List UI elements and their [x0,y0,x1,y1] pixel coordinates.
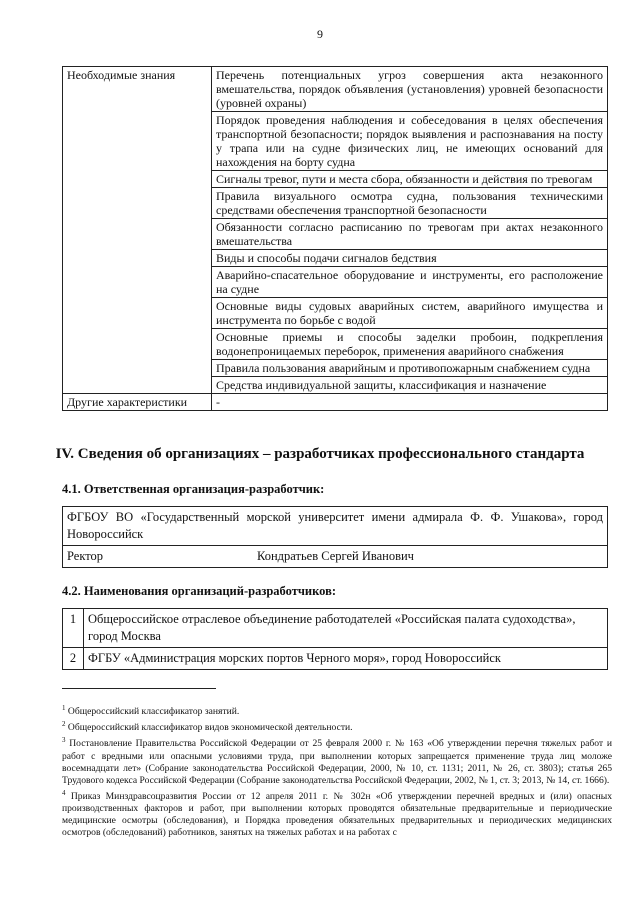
developer-name: Общероссийское отраслевое объединение работодателей «Российская палата судоходства», город Москва [84,609,608,648]
responsible-org-name: ФГБОУ ВО «Государственный морской университет имени адмирала Ф. Ф. Ушакова», город Новороссийск [67,510,603,541]
footnote-text: Общероссийский классификатор занятий. [65,706,240,718]
footnote-text: Общероссийский классификатор видов экономической деятельности. [65,722,353,734]
footnote-text: Постановление Правительства Российской Федерации от 25 февраля 2000 г. № 163 «Об утверждении перечня тяжелых работ и работ с вредными или опасными условиями труда, при выполнении которых запрещается применение труда лиц моложе восемнадцати лет» (Собрание законодательства Российской Федерации, 2000, № 10, ст. 1131; 2011, № 26, ст. 3803); статья 265 Трудового кодекса Российской Федерации (Собрание законодательства Российской Федерации, 2002, № 1, ст. 3; 2013, № 14, ст. 1666). [62,738,612,786]
knowledge-item: Сигналы тревог, пути и места сбора, обязанности и действия по тревогам [212,171,608,188]
knowledge-item: Основные приемы и способы заделки пробоин, подкрепления водонепроницаемых переборок, применения аварийного снабжения [212,329,608,360]
signer [67,548,603,565]
knowledge-item: Перечень потенциальных угроз совершения акта незаконного вмешательства, порядок объявления (установления) уровней безопасности (уровней охраны) [212,67,608,112]
knowledge-item: Основные виды судовых аварийных систем, аварийного имущества и инструмента по борьбе с водой [212,298,608,329]
footnote-mark: 4 [62,788,66,797]
knowledge-item: Виды и способы подачи сигналов бедствия [212,250,608,267]
knowledge-item: Порядок проведения наблюдения и собеседования в целях обеспечения транспортной безопасности; порядок выявления и распознавания на посту у трапа или на судне физических лиц, не имеющих оснований для нахождения на борту судна [212,112,608,171]
responsible-heading: 4.1. Ответственная организация-разработчик: [62,482,325,496]
footnote [62,718,612,734]
other-characteristics-value: - [212,394,608,411]
footnote-divider [62,688,216,689]
knowledge-item: Обязанности согласно расписанию по тревогам при актах незаконного вмешательства [212,219,608,250]
footnotes [62,702,612,839]
footnote-mark: 2 [62,720,66,729]
table-row [63,648,608,670]
table-row [63,546,608,568]
section-title: IV. Сведения об организациях – разработчиках профессионального стандарта [55,446,585,462]
knowledge-item: Правила визуального осмотра судна, пользования техническими средствами обеспечения транспортной безопасности [212,188,608,219]
developers-table [62,608,608,670]
footnote-mark: 1 [62,704,66,712]
table-row [63,507,608,546]
footnote [62,787,612,839]
knowledge-item: Аварийно-спасательное оборудование и инструменты, его расположение на судне [212,267,608,298]
signer-position: Ректор [67,549,104,563]
table-row [63,67,608,112]
footnote-mark: 3 [62,736,66,745]
developer-number: 1 [63,609,84,648]
signer-cell [63,546,608,568]
responsible-org-table [62,506,608,568]
table-row [63,609,608,648]
footnote [62,734,612,786]
knowledge-table [62,66,608,411]
knowledge-label: Необходимые знания [63,67,212,394]
developer-number: 2 [63,648,84,670]
page-number: 9 [317,27,323,41]
knowledge-item: Правила пользования аварийным и противопожарным снабжением судна [212,360,608,377]
other-characteristics-label: Другие характеристики [63,394,212,411]
knowledge-item: Средства индивидуальной защиты, классификация и назначение [212,377,608,394]
signer-name: Кондратьев Сергей Иванович [257,549,414,563]
footnote-text: Приказ Минздравсоцразвития России от 12 апреля 2011 г. № 302н «Об утверждении перечней вредных и (или) опасных производственных факторов и работ, при выполнении которых проводятся обязательные предварительные и периодические медицинские осмотры (обследования), и Порядка проведения обязательных предварительных и периодических медицинских осмотров (обследований) работников, занятых на тяжелых работах и на работах с [62,790,612,838]
developers-heading: 4.2. Наименования организаций-разработчиков: [62,584,336,598]
developer-name: ФГБУ «Администрация морских портов Черного моря», город Новороссийск [84,648,608,670]
footnote [62,702,612,718]
table-row [63,394,608,411]
responsible-org-cell [63,507,608,546]
